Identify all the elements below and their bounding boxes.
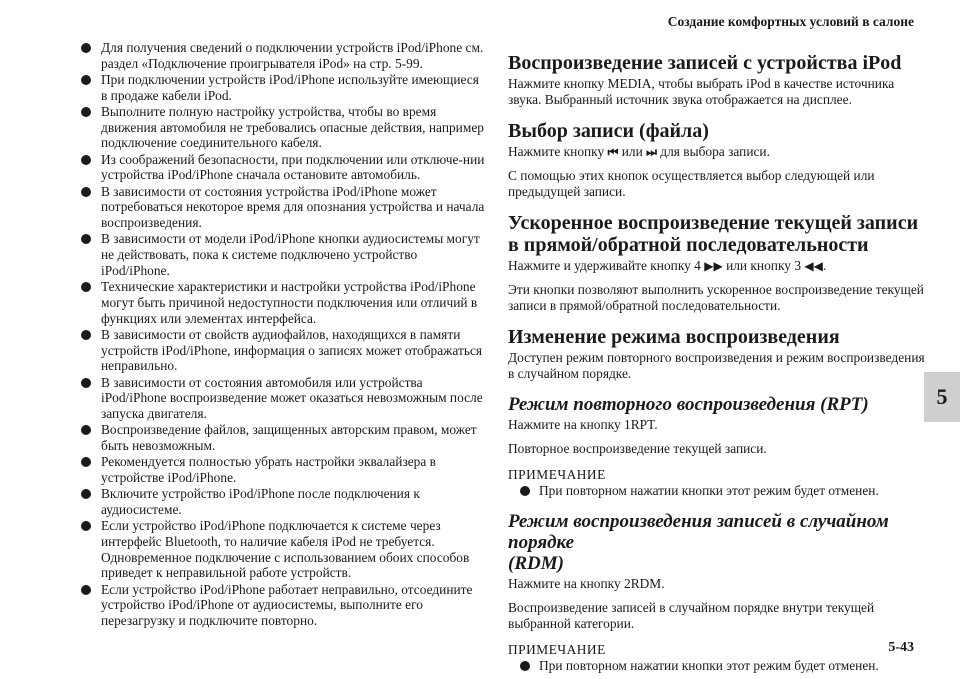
- section-text: Нажмите на кнопку 2RDM.: [508, 576, 665, 591]
- bullet-item: В зависимости от модели iPod/iPhone кнопки аудиосистемы могут не действовать, пока к системе подключено устройство iPod/iPhone.: [76, 231, 486, 278]
- section-title-repeat: Режим повторного воспроизведения (RPT): [508, 394, 869, 415]
- bullet-item: Рекомендуется полностью убрать настройки эквалайзера в устройстве iPod/iPhone.: [76, 454, 486, 485]
- text-segment: или: [621, 144, 643, 159]
- bullet-item: Для получения сведений о подключении устройств iPod/iPhone см. раздел «Подключение проигрывателя iPod» на стр. 5-99.: [76, 40, 486, 71]
- section-text: Нажмите кнопку MEDIA, чтобы выбрать iPod в качестве источника звука. Выбранный источник звука отображается на дисплее.: [508, 76, 895, 107]
- section-text: Повторное воспроизведение текущей записи.: [508, 441, 767, 456]
- section-title-fast-play-line2: в прямой/обратной последовательности: [508, 234, 869, 256]
- bullet-item: Если устройство iPod/iPhone подключается к системе через интерфейс Bluetooth, то наличие кабеля iPod не требуется. Одновременное подключение с использованием обоих способов приведет к неправильной работе устройств.: [76, 518, 486, 581]
- note-item: При повторном нажатии кнопки этот режим будет отменен.: [508, 483, 928, 499]
- bullet-item: Включите устройство iPod/iPhone после подключения к аудиосистеме.: [76, 486, 486, 517]
- skip-next-icon: ⏭: [646, 145, 657, 159]
- section-text: Нажмите на кнопку 1RPT.: [508, 417, 658, 432]
- bullet-item: Из соображений безопасности, при подключении или отключе-нии устройства iPod/iPhone сначала остановите автомобиль.: [76, 152, 486, 183]
- section-text: [508, 258, 928, 274]
- section-title-play-mode: Изменение режима воспроизведения: [508, 326, 840, 348]
- page-number: 5-43: [888, 640, 914, 655]
- note-title: ПРИМЕЧАНИЕ: [508, 467, 606, 482]
- bullet-item: Технические характеристики и настройки устройства iPod/iPhone могут быть причиной недоступности подключения или отличий в функциях или элементах интерфейса.: [76, 279, 486, 326]
- section-text: С помощью этих кнопок осуществляется выбор следующей или предыдущей записи.: [508, 168, 875, 199]
- bullet-item: В зависимости от свойств аудиофайлов, находящихся в памяти устройств iPod/iPhone, информация о записях может отображаться неправильно.: [76, 327, 486, 374]
- note-item: При повторном нажатии кнопки этот режим будет отменен.: [508, 658, 928, 674]
- instructions-column: [508, 52, 928, 674]
- page-header: Создание комфортных условий в салоне: [667, 14, 914, 29]
- bullet-item: В зависимости от состояния автомобиля или устройства iPod/iPhone воспроизведение может оказаться невозможным после запуска двигателя.: [76, 375, 486, 422]
- section-text: Воспроизведение записей в случайном порядке внутри текущей выбранной категории.: [508, 600, 875, 631]
- section-title-track-select: Выбор записи (файла): [508, 120, 709, 142]
- section-text: [508, 144, 928, 160]
- rewind-icon: ◀◀: [804, 259, 823, 273]
- skip-previous-icon: ⏮: [607, 145, 619, 159]
- chapter-tab: [924, 372, 960, 422]
- fast-forward-icon: ▶▶: [704, 259, 723, 273]
- section-title-ipod-playback: Воспроизведение записей с устройства iPod: [508, 52, 902, 74]
- text-segment: .: [822, 258, 827, 273]
- bullet-item: Воспроизведение файлов, защищенных авторским правом, может быть невозможным.: [76, 422, 486, 453]
- section-title-fast-play-line1: Ускоренное воспроизведение текущей записи: [508, 212, 919, 234]
- notes-column: [76, 40, 486, 629]
- text-segment: или кнопку 3: [726, 258, 802, 273]
- section-title-random-line2: (RDM): [508, 553, 564, 574]
- section-text: Доступен режим повторного воспроизведения и режим воспроизведения в случайном порядке.: [508, 350, 925, 381]
- section-title-random-line1: Режим воспроизведения записей в случайном порядке: [508, 511, 889, 553]
- section-text: Эти кнопки позволяют выполнить ускоренное воспроизведение текущей записи в прямой/обратной последовательности.: [508, 282, 924, 313]
- chapter-number: 5: [936, 384, 948, 409]
- text-segment: Нажмите и удерживайте кнопку 4: [508, 258, 701, 273]
- bullet-item: Выполните полную настройку устройства, чтобы во время движения автомобиля не требовались опасные действия, например подключение соединительного кабеля.: [76, 104, 486, 151]
- text-segment: Нажмите кнопку: [508, 144, 605, 159]
- bullet-item: Если устройство iPod/iPhone работает неправильно, отсоедините устройство iPod/iPhone от аудиосистемы, выполните его перезагрузку и подключите повторно.: [76, 582, 486, 629]
- note-title: ПРИМЕЧАНИЕ: [508, 642, 606, 657]
- text-segment: для выбора записи.: [660, 144, 770, 159]
- bullet-item: В зависимости от состояния устройства iPod/iPhone может потребоваться некоторое время для опознания устройства и начала воспроизведения.: [76, 184, 486, 231]
- bullet-item: При подключении устройств iPod/iPhone используйте имеющиеся в продаже кабели iPod.: [76, 72, 486, 103]
